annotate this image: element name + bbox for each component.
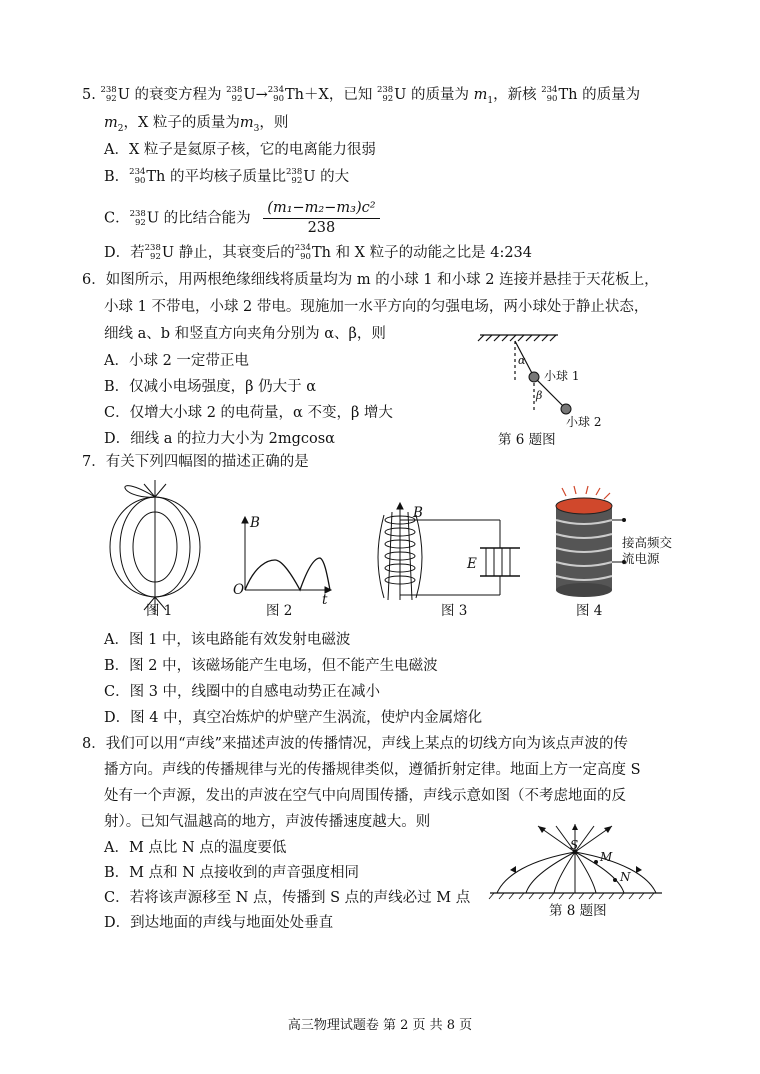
q5-option-b: B． 234 90 Th 的平均核子质量比 238 92 U 的大	[104, 167, 350, 186]
fig2-t-label: t	[322, 592, 328, 608]
q5-number: 5.	[82, 87, 96, 103]
fig3-e-label: E	[467, 556, 477, 572]
th234-nuclide: 234 90	[267, 85, 284, 104]
q5-option-a: A．X 粒子是氦原子核，它的电离能力很弱	[104, 142, 376, 158]
q6-line2: 小球 1 不带电，小球 2 带电。现施加一水平方向的匀强电场，两小球处于静止状态，	[104, 299, 649, 315]
q7-line1: 7．有关下列四幅图的描述正确的是	[82, 454, 309, 470]
binding-energy-fraction: $\frac{\text{(m₁−m₂−m₃)c²}}{238}$	[263, 199, 379, 238]
q8-line2: 播方向。声线的传播规律与光的传播规律类似，遵循折射定律。地面上方一定高度 S	[104, 762, 641, 778]
q6-alpha-label: α	[518, 354, 526, 367]
th234-nuclide: 234 90	[541, 85, 558, 104]
q7-option-d: D．图 4 中，真空冶炼炉的炉壁产生涡流，使炉内金属熔化	[104, 710, 483, 726]
q8-s-label: S	[570, 838, 579, 852]
q8-line4: 射）。已知气温越高的地方，声波传播速度越大。则	[104, 814, 431, 830]
q5-option-c: C． 238 92 U 的比结合能为 $\frac{\text{(m₁−m₂−m₃)c²}}{238}$	[104, 199, 380, 238]
q8-m-label: M	[600, 850, 613, 864]
q5-line2: $m_2$，X 粒子的质量为$m_3$，则	[104, 115, 289, 134]
q6-ball2-label: 小球 2	[566, 415, 602, 429]
q8-line3: 处有一个声源，发出的声波在空气中向周围传播，声线示意如图（不考虑地面的反	[104, 788, 626, 804]
q7-option-b: B．图 2 中，该磁场能产生电场，但不能产生电磁波	[104, 658, 438, 674]
fig2-origin-label: O	[233, 582, 245, 598]
q6-option-d: D．细线 a 的拉力大小为 2mgcosα	[104, 431, 335, 447]
fig4-label-line2: 流电源	[622, 551, 660, 566]
q6-option-b: B．仅减小电场强度，β 仍大于 α	[104, 379, 317, 395]
point-N	[613, 878, 617, 882]
q6-line3: 细线 a、b 和竖直方向夹角分别为 α、β，则	[104, 326, 386, 342]
q6-figure-caption: 第 6 题图	[498, 432, 556, 448]
q6-option-c: C．仅增大小球 2 的电荷量，α 不变，β 增大	[104, 405, 393, 421]
fig2-b-label: B	[250, 515, 260, 531]
page-footer: 高三物理试题卷 第 2 页 共 8 页	[287, 1018, 473, 1033]
fig1-caption: 图 1	[146, 603, 173, 619]
q7-option-a: A．图 1 中，该电路能有效发射电磁波	[104, 632, 351, 648]
q8-option-d: D．到达地面的声线与地面处处垂直	[104, 915, 334, 931]
q6-beta-label: β	[536, 389, 543, 402]
q8-option-a: A．M 点比 N 点的温度要低	[104, 840, 287, 856]
q5-line1: 5. 238 92 U 的衰变方程为 238 92 U→ 234 90 Th＋X，已知 238 92 U 的质量为 $m_1$，新核 234 90 Th 的质量为	[82, 85, 641, 106]
fig4-caption: 图 4	[576, 603, 603, 619]
fig3-caption: 图 3	[441, 603, 468, 619]
q6-ball1-label: 小球 1	[544, 369, 580, 383]
u238-nuclide: 238 92	[376, 85, 394, 104]
fig3-b-label: B	[413, 505, 423, 521]
u238-nuclide: 238 92	[226, 85, 243, 104]
fig2-caption: 图 2	[266, 603, 293, 619]
q8-n-label: N	[620, 870, 631, 884]
u238-nuclide: 238 92	[100, 85, 117, 104]
q8-figure-caption: 第 8 题图	[549, 903, 607, 919]
point-M	[594, 860, 598, 864]
q8-option-c: C．若将该声源移至 N 点，传播到 S 点的声线必过 M 点	[104, 890, 471, 906]
fig4-label-line1: 接高频交	[622, 535, 673, 550]
q6-option-a: A．小球 2 一定带正电	[104, 353, 249, 369]
q8-option-b: B．M 点和 N 点接收到的声音强度相同	[104, 865, 360, 881]
q7-option-c: C．图 3 中，线圈中的自感电动势正在减小	[104, 684, 381, 700]
q5-option-d: D．若 238 92 U 静止，其衰变后的 234 90 Th 和 X 粒子的动能之比是 4:234	[104, 243, 533, 262]
q6-line1: 6．如图所示，用两根绝缘细线将质量均为 m 的小球 1 和小球 2 连接并悬挂于天花板上，	[82, 272, 659, 288]
q8-line1: 8．我们可以用“声线”来描述声波的传播情况，声线上某点的切线方向为该点声波的传	[82, 736, 629, 752]
